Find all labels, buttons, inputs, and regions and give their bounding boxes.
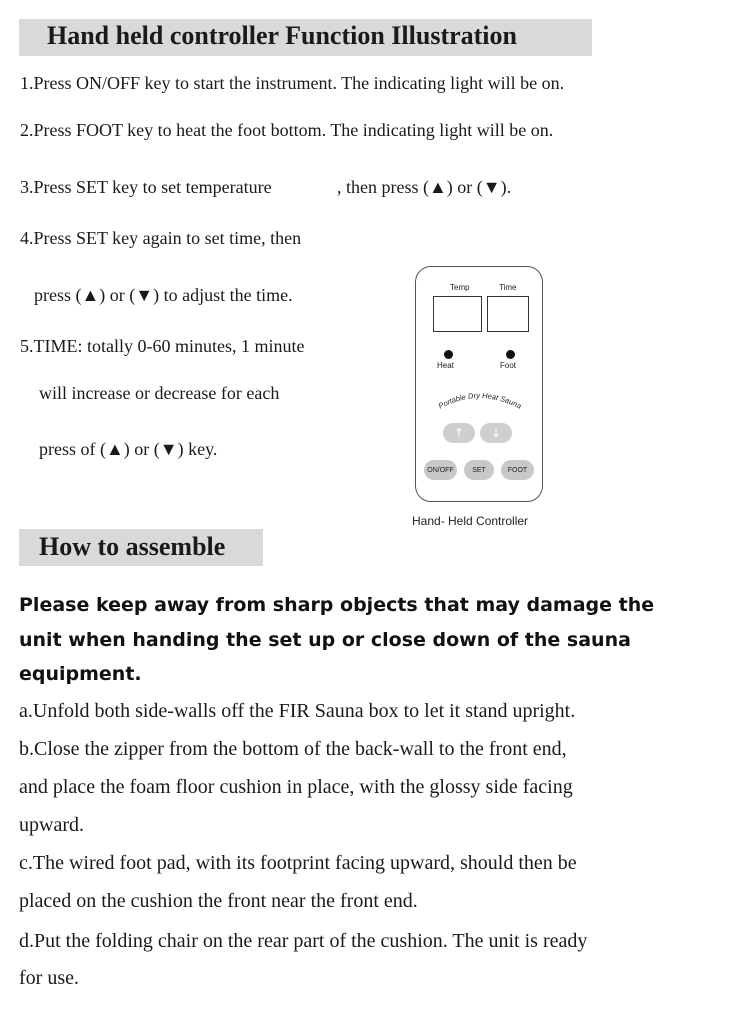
up-button[interactable]: [443, 423, 475, 443]
instruction-line-5-cont: will increase or decrease for each: [39, 383, 280, 403]
instruction-line-5: 5.TIME: totally 0-60 minutes, 1 minute: [20, 336, 305, 356]
step-c-cont: placed on the cushion the front near the front end.: [19, 890, 418, 912]
controller-illustration: [415, 266, 543, 502]
instruction-line-4-cont: press (▲) or (▼) to adjust the time.: [34, 285, 293, 305]
instruction-line-1: 1.Press ON/OFF key to start the instrument. The indicating light will be on.: [20, 73, 565, 93]
down-button[interactable]: [480, 423, 512, 443]
step-d-cont: for use.: [19, 967, 79, 989]
controller-caption: Hand- Held Controller: [412, 514, 529, 528]
step-d: d.Put the folding chair on the rear part of the cushion. The unit is ready: [19, 930, 588, 952]
warning-line-3: equipment.: [19, 663, 142, 685]
section-header-controller: [19, 19, 592, 56]
temp-label: Temp: [450, 283, 470, 292]
instruction-line-4: 4.Press SET key again to set time, then: [20, 228, 302, 248]
brand-arc-text: [416, 385, 542, 425]
on-off-button[interactable]: ON/OFF: [424, 460, 457, 480]
down-arrow-icon: ↓: [490, 426, 502, 440]
section-header-assemble: [19, 529, 263, 566]
temp-display: [433, 296, 482, 332]
step-b: b.Close the zipper from the bottom of the back-wall to the front end,: [19, 738, 567, 760]
instruction-line-3b: , then press (▲) or (▼).: [337, 177, 512, 197]
set-button[interactable]: SET: [464, 460, 494, 480]
foot-indicator-light: [506, 350, 515, 359]
step-a: a.Unfold both side-walls off the FIR Sauna box to let it stand upright.: [19, 700, 576, 722]
brand-text: Portable Dry Heat Sauna: [436, 390, 524, 411]
heat-indicator-light: [444, 350, 453, 359]
step-c: c.The wired foot pad, with its footprint facing upward, should then be: [19, 852, 577, 874]
step-b-cont-1: and place the foam floor cushion in place, with the glossy side facing: [19, 776, 573, 798]
section-title-assemble: How to assemble: [39, 532, 226, 561]
instruction-line-2: 2.Press FOOT key to heat the foot bottom. The indicating light will be on.: [20, 120, 554, 140]
time-display: [487, 296, 529, 332]
warning-line-2: unit when handing the set up or close down of the sauna: [19, 629, 631, 651]
time-label: Time: [499, 283, 517, 292]
svg-text:Portable Dry Heat Sauna: [437, 391, 523, 411]
heat-label: Heat: [437, 361, 454, 370]
instruction-line-3a: 3.Press SET key to set temperature: [20, 177, 272, 197]
section-title-controller: Hand held controller Function Illustration: [47, 21, 517, 50]
up-arrow-icon: ↑: [453, 426, 465, 440]
foot-label: Foot: [500, 361, 517, 370]
foot-button[interactable]: FOOT: [501, 460, 534, 480]
instruction-line-5-end: press of (▲) or (▼) key.: [39, 439, 218, 459]
warning-line-1: Please keep away from sharp objects that may damage the: [19, 594, 655, 616]
step-b-cont-2: upward.: [19, 814, 84, 836]
